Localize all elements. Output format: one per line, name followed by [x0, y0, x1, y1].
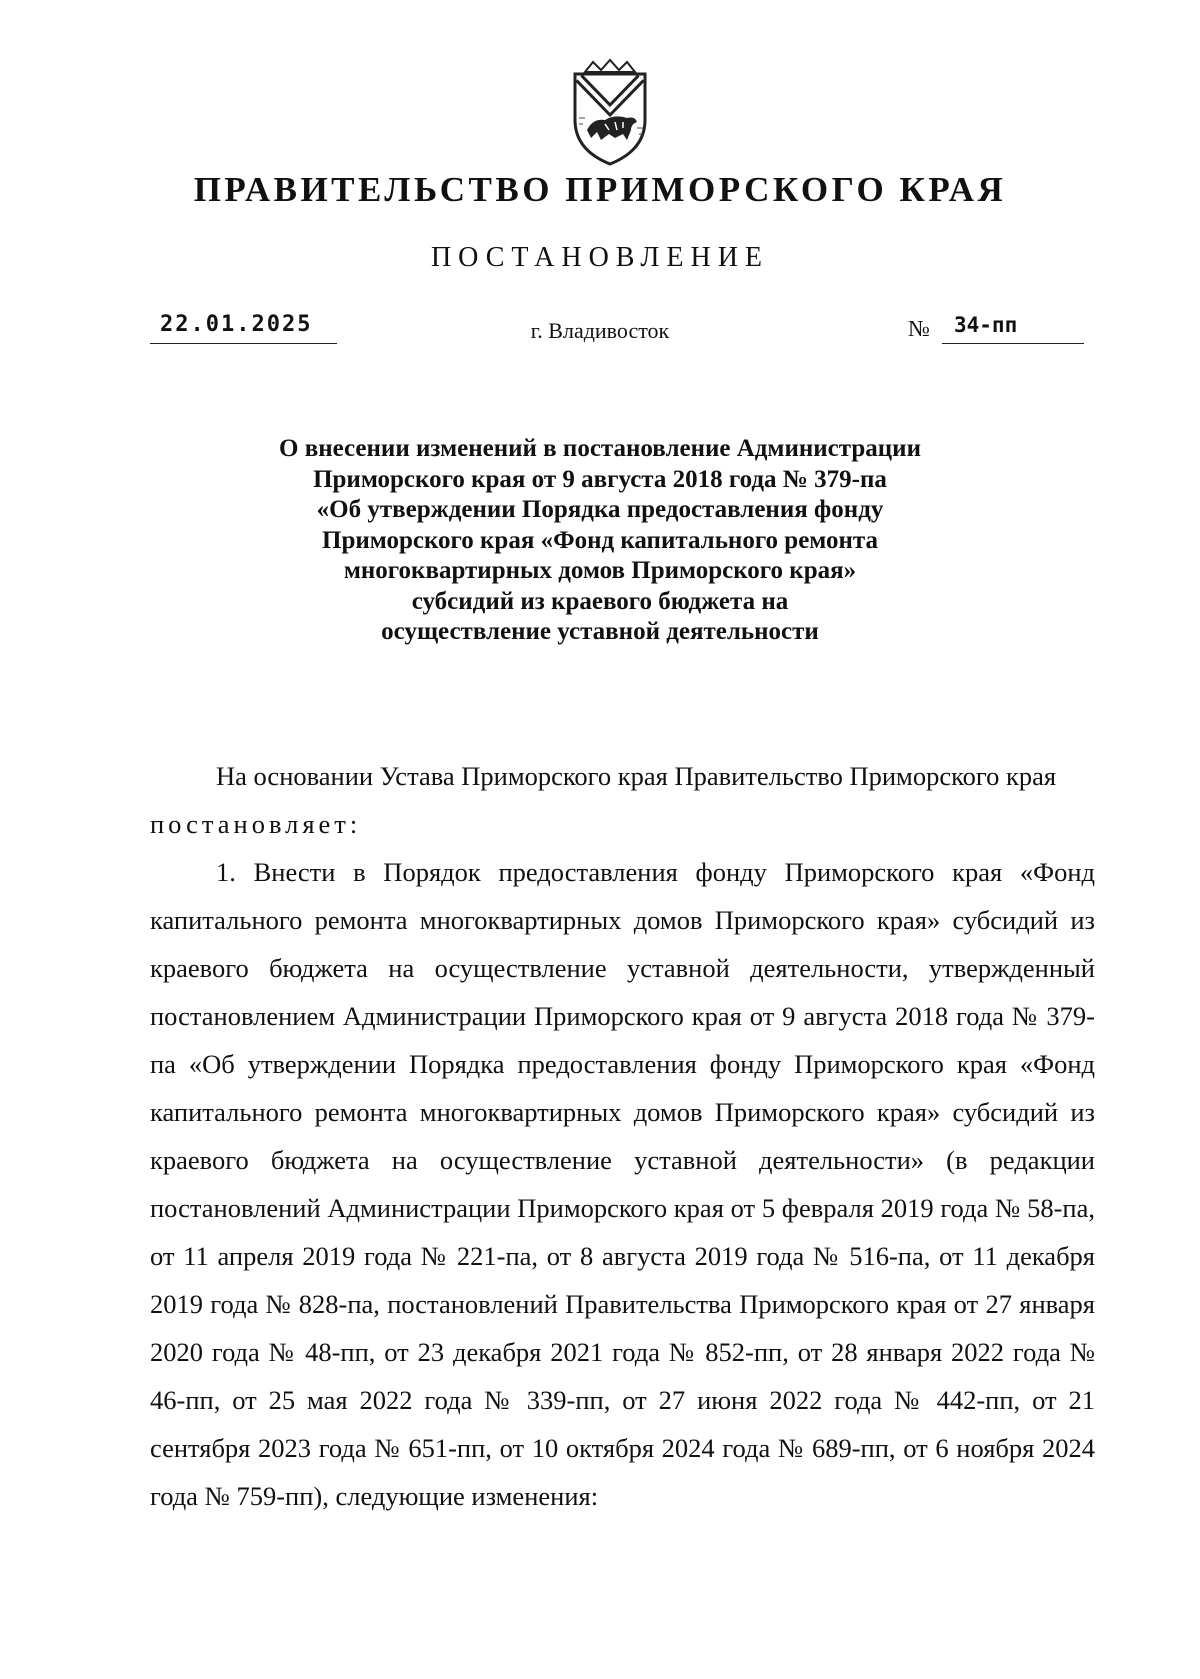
item-1-paragraph: 1. Внести в Порядок предоставления фонду Приморского края «Фонд капитального ремонта многоквартирных домов Приморского края» субсидий из краевого бюджета на осуществление уставной деятельности, утвержденный постановлением Администрации Приморского края от 9 августа 2018 года № 379-па «Об утверждении Порядка предоставления фонду Приморского края «Фонд капитального ремонта многоквартирных домов Приморского края» субсидий из краевого бюджета на осуществление уставной деятельности» (в редакции постановлений Администрации Приморского края от 5 февраля 2019 года № 58-па, от 11 апреля 2019 года № 221-па, от 8 августа 2019 года № 516-па, от 11 декабря 2019 года № 828-па, постановлений Правительства Приморского края от 27 января 2020 года № 48-пп, от 23 декабря 2021 года № 852-пп, от 28 января 2022 года № 46-пп, от 25 мая 2022 года № 339-пп, от 27 июня 2022 года № 442-пп, от 21 сентября 2023 года № 651-пп, от 10 октября 2024 года № 689-пп, от 6 ноября 2024 года № 759-пп), следующие изменения: — [150, 857, 1095, 1511]
resolves-word: постановляет: — [150, 809, 362, 839]
document-title — [150, 434, 1050, 648]
number-underline — [942, 310, 1084, 344]
title-line: «Об утверждении Порядка предоставления фонду — [316, 496, 884, 523]
issuing-authority: ПРАВИТЕЛЬСТВО ПРИМОРСКОГО КРАЯ — [193, 170, 1007, 209]
document-body — [150, 752, 1095, 1520]
document-city: г. Владивосток — [530, 318, 670, 343]
number-sign: № — [908, 316, 930, 341]
number-field — [908, 310, 1088, 343]
title-line: Приморского края «Фонд капитального ремонта — [322, 526, 878, 554]
title-line: О внесении изменений в постановление Администрации — [279, 435, 921, 462]
title-line: Приморского края от 9 августа 2018 года № 379-па — [313, 465, 887, 493]
intro-paragraph: На основании Устава Приморского края Правительство Приморского края — [216, 761, 1057, 791]
title-line: многоквартирных домов Приморского края» — [343, 557, 857, 584]
document-type: ПОСТАНОВЛЕНИЕ — [430, 242, 770, 273]
coat-of-arms-icon — [565, 58, 655, 168]
title-line: субсидий из краевого бюджета на — [411, 587, 789, 615]
title-line: осуществление уставной деятельности — [381, 618, 819, 645]
document-meta-row — [0, 310, 1200, 350]
document-number: 34-пп — [954, 313, 1018, 337]
document-date: 22.01.2025 — [160, 312, 313, 337]
